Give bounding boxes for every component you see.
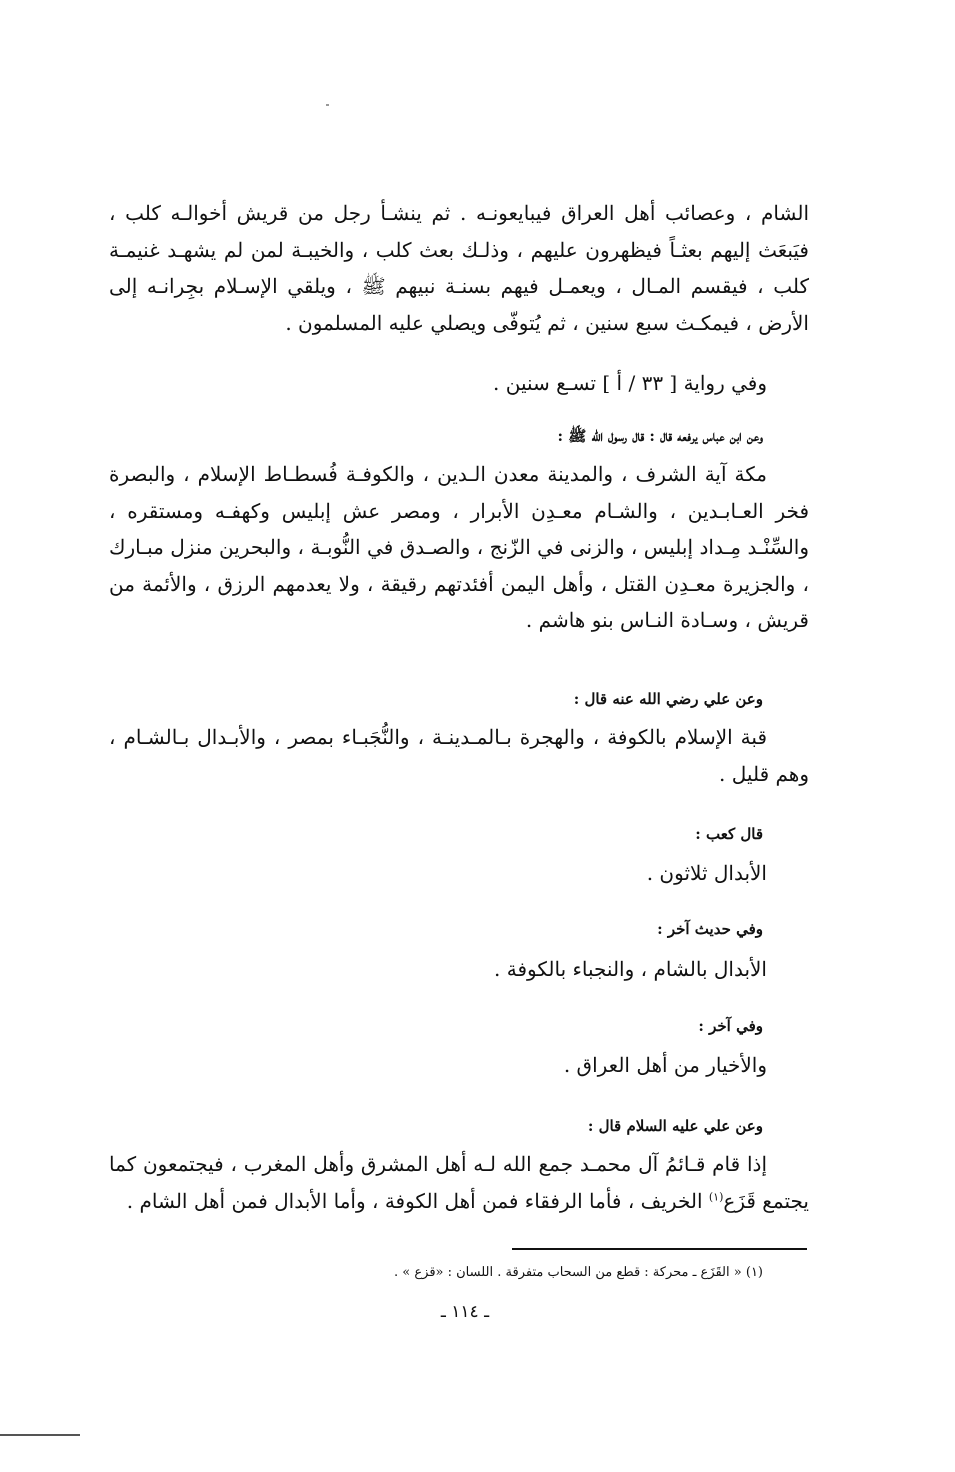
heading-hadith-akhar: وفي حديث آخر : — [657, 920, 763, 938]
heading-kaab: قال كعب : — [695, 825, 763, 843]
paragraph-ali-2-text-b: الخريف ، فأما الرفقاء فمن أهل الكوفة ، وأما الأبدال فمن أهل الشام . — [126, 1188, 709, 1213]
page-number: ـ ١١٤ ـ — [440, 1302, 490, 1322]
heading-ibn-abbas: وعن ابن عباس يرفعه قال : قال رسول الله ﷺ : — [557, 427, 763, 445]
heading-ali-2: وعن علي عليه السلام قال : — [587, 1117, 763, 1135]
paragraph-ali-2-text-a: إذا قام قـائمُ آل محمـد جمع الله لـه أهل المشرق وأهل المغرب ، فيجتمعون كما يجتمع قَزَع — [109, 1152, 809, 1213]
footnote-divider — [512, 1248, 807, 1250]
paragraph-hadith-akhar: الأبدال بالشام ، والنجباء بالكوفة . — [494, 957, 767, 981]
paragraph-ibn-abbas: مكة آية الشرف ، والمدينة معدن الـدين ، والكوفـة فُسطـاط الإسلام ، والبصرة فخر العـابـدين ، والشـام معـدِن الأبرار ، ومصر عش إبليس وكهفـه ومستقره ، والسِّنْـد مِـداد إبليس ، والزنى في الزّنج ، والصـدق في النُّوبـة ، والبحرين منزل مبـارك ، والجزيرة معـدِن القتل ، وأهل اليمن أفئدتهم رقيقة ، ولا يعدمهم الرزق ، والأئمة من قريش ، وسـادة النـاس بنو هاشم . — [109, 462, 809, 632]
heading-ali-1: وعن علي رضي الله عنه قال : — [573, 690, 763, 708]
paragraph-kaab: الأبدال ثلاثون . — [646, 861, 767, 885]
paragraph-riwaya: وفي رواية [ ٣٣ / أ ] تسـع سنين . — [493, 371, 767, 395]
paragraph-ali-2 — [109, 1146, 809, 1219]
heading-akhar: وفي آخر : — [698, 1017, 763, 1035]
scan-edge-line — [0, 1434, 80, 1436]
footnote-marker: (١) — [708, 1189, 724, 1203]
paragraph-akhar: والأخيار من أهل العراق . — [563, 1053, 767, 1077]
paragraph-ali-1: قبة الإسلام بالكوفة ، والهجرة بـالمـدينـة ، والنُّجَبـاء بمصر ، والأبـدال بـالشـام ، وهم قليل . — [109, 725, 809, 786]
scan-mark — [326, 104, 329, 106]
footnote: (١) « القَزَع ـ محركة : قطع من السحاب متفرقة . اللسان : «قزع » . — [394, 1265, 763, 1280]
paragraph-continuation: الشام ، وعصائب أهل العراق فيبايعونـه . ثم ينشـأ رجل من قريش أخوالـه كلب ، فيَبعَث إليهم بعثـاً فيظهرون عليهم ، وذلـك بعث كلب ، والخيبـة لمن لم يشهـد غنيمـة كلب ، فيقسم المـال ، ويعمـل فيهم بسنـة نبيهم ﷺ ، ويلقي الإسـلام بجِرانـه إلى الأرض ، فيمكـث سبع سنين ، ثم يُتوفّى ويصلي عليه المسلمون . — [109, 201, 809, 335]
